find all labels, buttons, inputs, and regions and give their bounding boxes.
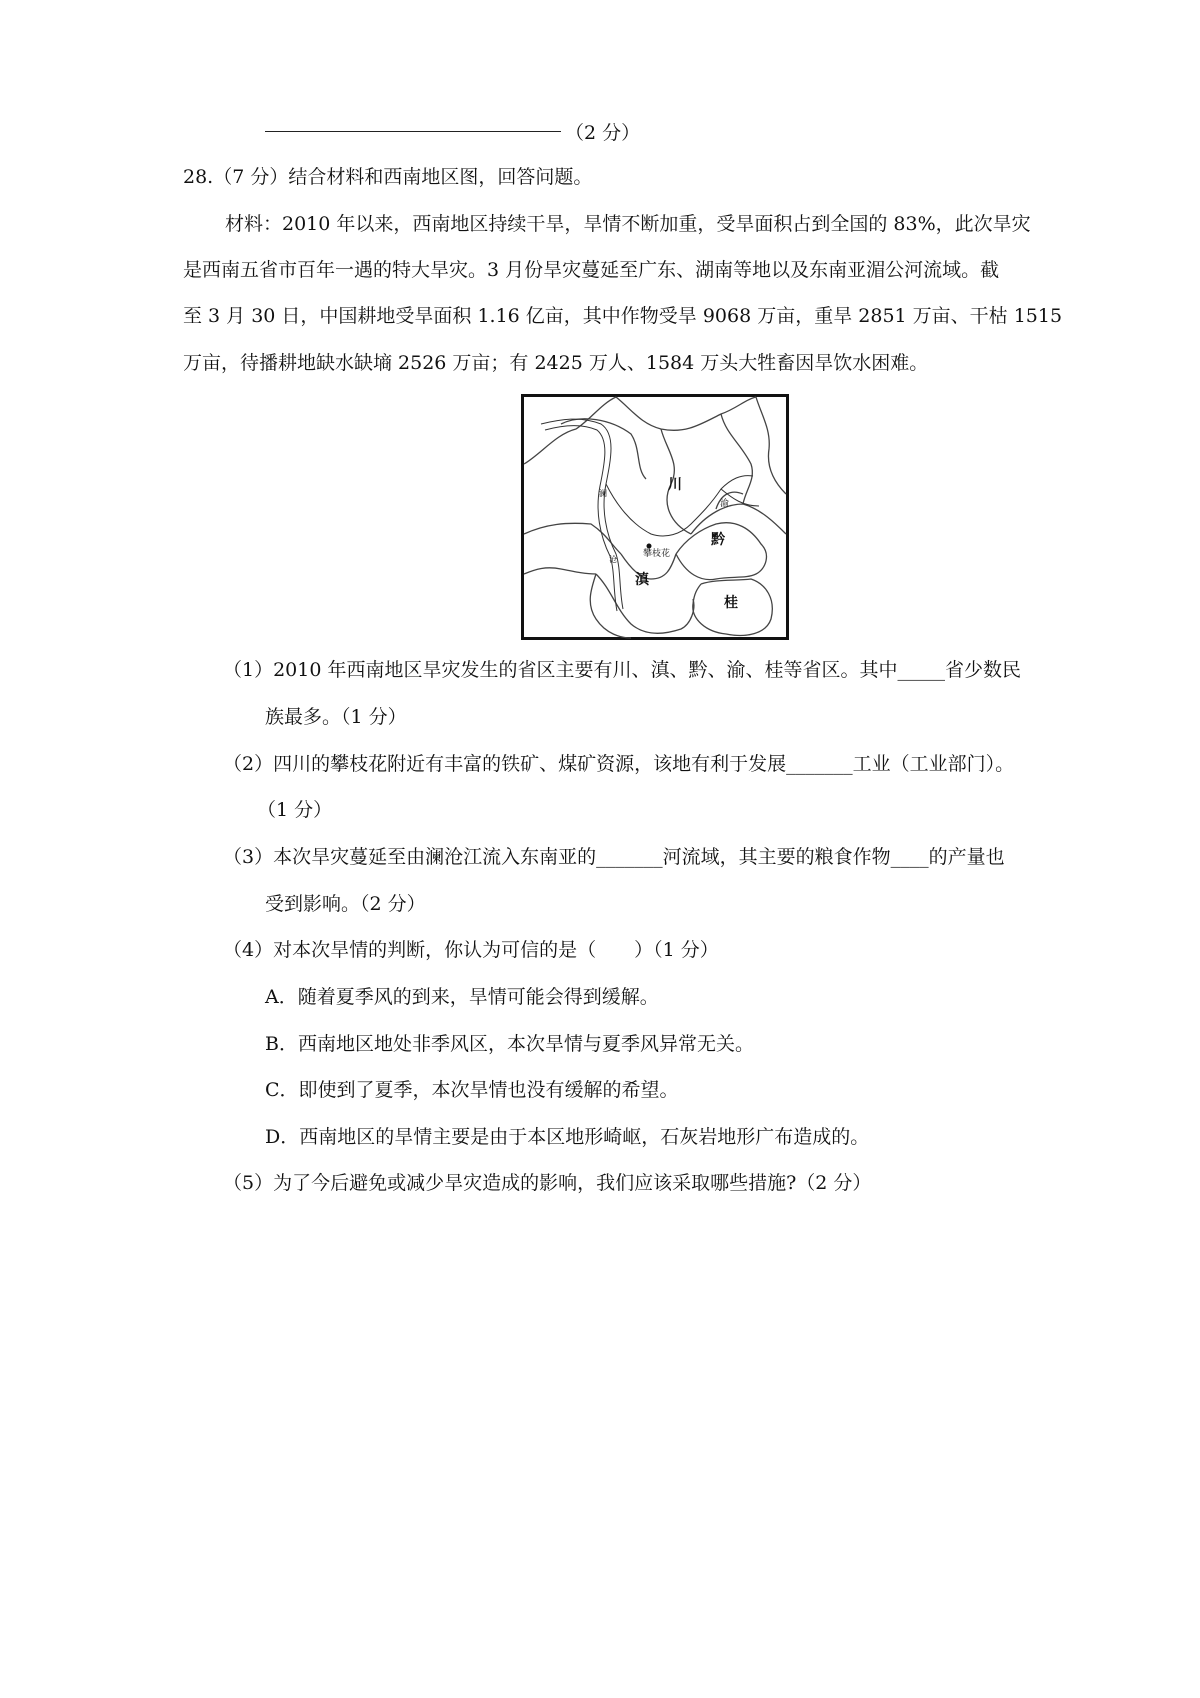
question-4-option-d: D．西南地区的旱情主要是由于本区地形崎岖，石灰岩地形广布造成的。 [265, 1126, 870, 1148]
material-line-1: 材料：2010 年以来，西南地区持续干旱，旱情不断加重，受旱面积占到全国的 83%，此次旱灾 [225, 213, 1031, 235]
material-line-2: 是西南五省市百年一遇的特大旱灾。3 月份旱灾蔓延至广东、湖南等地以及东南亚湄公河流域。截 [183, 259, 1000, 281]
map-label-yu: 渝 [720, 499, 730, 509]
panzhihua-marker [647, 544, 652, 549]
question-2-line-2: （1 分） [257, 799, 333, 821]
material-line-4: 万亩，待播耕地缺水缺墒 2526 万亩；有 2425 万人、1584 万头大牲畜因旱饮水困难。 [183, 352, 929, 374]
map-label-qian: 黔 [711, 532, 725, 548]
map-label-chuan: 川 [668, 477, 682, 493]
question-28-heading: 28.（7 分）结合材料和西南地区图，回答问题。 [183, 166, 593, 188]
map-label-river-b: 沧 [609, 555, 617, 564]
question-4-option-a: A．随着夏季风的到来，旱情可能会得到缓解。 [265, 986, 659, 1008]
question-3-line-1: （3）本次旱灾蔓延至由澜沧江流入东南亚的_______河流域，其主要的粮食作物____的产量也 [223, 846, 1005, 868]
question-3-line-2: 受到影响。（2 分） [265, 893, 426, 915]
question-5: （5）为了今后避免或减少旱灾造成的影响，我们应该采取哪些措施?（2 分） [223, 1172, 872, 1194]
southwest-region-map [521, 394, 789, 640]
map-label-panzhihua: 攀枝花 [643, 549, 671, 559]
question-4-option-c: C．即使到了夏季，本次旱情也没有缓解的希望。 [265, 1079, 679, 1101]
question-2-line-1: （2）四川的攀枝花附近有丰富的铁矿、煤矿资源，该地有利于发展_______工业（工业部门）。 [223, 753, 1015, 775]
question-1-line-2: 族最多。（1 分） [265, 706, 407, 728]
answer-blank-line [265, 131, 561, 132]
question-4-stem: （4）对本次旱情的判断，你认为可信的是（ ）（1 分） [223, 939, 719, 961]
map-label-dian: 滇 [635, 572, 649, 588]
map-label-river-a: 澜 [599, 489, 607, 498]
question-4-option-b: B．西南地区地处非季风区，本次旱情与夏季风异常无关。 [265, 1033, 754, 1055]
map-label-gui: 桂 [724, 595, 738, 611]
question-1-line-1: （1）2010 年西南地区旱灾发生的省区主要有川、滇、黔、渝、桂等省区。其中_____省少数民 [223, 659, 1021, 681]
score-label: （2 分） [565, 122, 641, 144]
material-line-3: 至 3 月 30 日，中国耕地受旱面积 1.16 亿亩，其中作物受旱 9068 万亩，重旱 2851 万亩、干枯 1515 [183, 305, 1063, 327]
